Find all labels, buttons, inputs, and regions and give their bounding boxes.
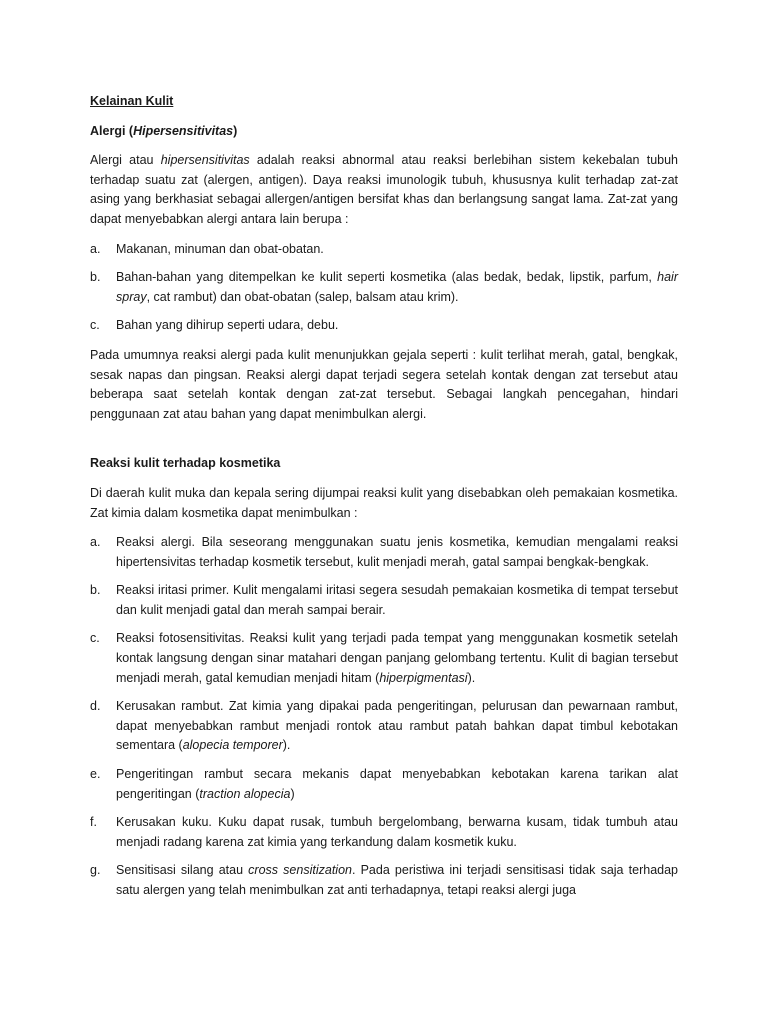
list-item [90, 765, 678, 804]
paragraph-kosmetika-intro: Di daerah kulit muka dan kepala sering dijumpai reaksi kulit yang disebabkan oleh pemakaian kosmetika. Zat kimia dalam kosmetika dapat menimbulkan : [90, 485, 678, 520]
list-item-text: Pengeritingan rambut secara mekanis dapat menyebabkan kebotakan karena tarikan alat pengeritingan (traction alopecia) [116, 767, 678, 801]
list-item [90, 629, 678, 688]
list-marker: e. [90, 767, 101, 782]
list-item-text: Sensitisasi silang atau cross sensitization. Pada peristiwa ini terjadi sensitisasi tidak saja terhadap satu alergen yang telah menimbulkan zat anti terhadapnya, tetapi reaksi alergi juga [116, 863, 678, 897]
list-item-text: Kerusakan rambut. Zat kimia yang dipakai pada pengeritingan, pelurusan dan pewarnaan rambut, dapat menyebabkan rambut menjadi rontok atau rambut patah bahkan dapat timbul kebotakan sementara (alopecia temporer). [116, 699, 678, 753]
list-alergen [90, 240, 678, 336]
list-marker: d. [90, 699, 101, 714]
list-marker: b. [90, 583, 101, 598]
paragraph-alergi-closing: Pada umumnya reaksi alergi pada kulit menunjukkan gejala seperti : kulit terlihat merah, gatal, bengkak, sesak napas dan pingsan. Reaksi alergi dapat terjadi segera setelah kontak dengan zat tersebut atau beberapa saat setelah kontak dengan zat-zat tersebut. Sebagai langkah pencegahan, hindari penggunaan zat atau bahan yang dapat menimbulkan alergi. [90, 347, 678, 421]
list-marker: c. [90, 631, 100, 646]
list-reaksi-kosmetika [90, 533, 678, 901]
list-item [90, 861, 678, 900]
section-title-reaksi-kosmetika: Reaksi kulit terhadap kosmetika [90, 456, 281, 471]
document-body [90, 92, 678, 911]
list-item [90, 581, 678, 620]
section-title-kelainan-kulit: Kelainan Kulit [90, 94, 174, 108]
list-item-text: Reaksi iritasi primer. Kulit mengalami iritasi segera sesudah pemakaian kosmetika di tempat tersebut dan kulit menjadi gatal dan merah sampai berair. [116, 583, 678, 617]
list-item [90, 268, 678, 307]
list-item [90, 813, 678, 852]
list-item-text: Kerusakan kuku. Kuku dapat rusak, tumbuh bergelombang, berwarna kusam, tidak tumbuh atau menjadi radang karena zat kimia yang terkandung dalam kosmetik kuku. [116, 815, 678, 849]
list-marker: f. [90, 815, 97, 830]
list-item-text: Bahan-bahan yang ditempelkan ke kulit seperti kosmetika (alas bedak, bedak, lipstik, parfum, hair spray, cat rambut) dan obat-obatan (salep, balsam atau krim). [116, 270, 678, 304]
section-subtitle-alergi: Alergi (Hipersensitivitas) [90, 123, 238, 138]
list-item-text: Reaksi fotosensitivitas. Reaksi kulit yang terjadi pada tempat yang menggunakan kosmetik setelah kontak langsung dengan sinar matahari dengan panjang gelombang tertentu. Kulit di bagian tersebut menjadi merah, gatal kemudian menjadi hitam (hiperpigmentasi). [116, 631, 678, 685]
list-item [90, 316, 678, 336]
list-item [90, 697, 678, 756]
list-marker: c. [90, 318, 100, 333]
paragraph-alergi-intro: Alergi atau hipersensitivitas adalah reaksi abnormal atau reaksi berlebihan sistem kekebalan tubuh terhadap suatu zat (alergen, antigen). Daya reaksi imunologik tubuh, khususnya kulit terhadap zat-zat asing yang berkhasiat sebagai allergen/antigen bersifat khas dan berlangsung sangat lama. Zat-zat yang dapat menyebabkan alergi antara lain berupa : [90, 153, 679, 226]
list-marker: a. [90, 241, 101, 256]
list-item [90, 240, 678, 260]
list-item-text: Makanan, minuman dan obat-obatan. [116, 241, 324, 256]
list-marker: g. [90, 863, 101, 878]
list-item-text: Reaksi alergi. Bila seseorang menggunakan suatu jenis kosmetika, kemudian mengalami reaksi hipertensivitas terhadap kosmetik tersebut, kulit menjadi merah, gatal sampai bengkak-bengkak. [116, 535, 678, 569]
section-spacer [90, 434, 678, 454]
list-item-text: Bahan yang dihirup seperti udara, debu. [116, 318, 339, 333]
list-marker: a. [90, 535, 101, 550]
list-marker: b. [90, 270, 101, 285]
list-item [90, 533, 678, 572]
